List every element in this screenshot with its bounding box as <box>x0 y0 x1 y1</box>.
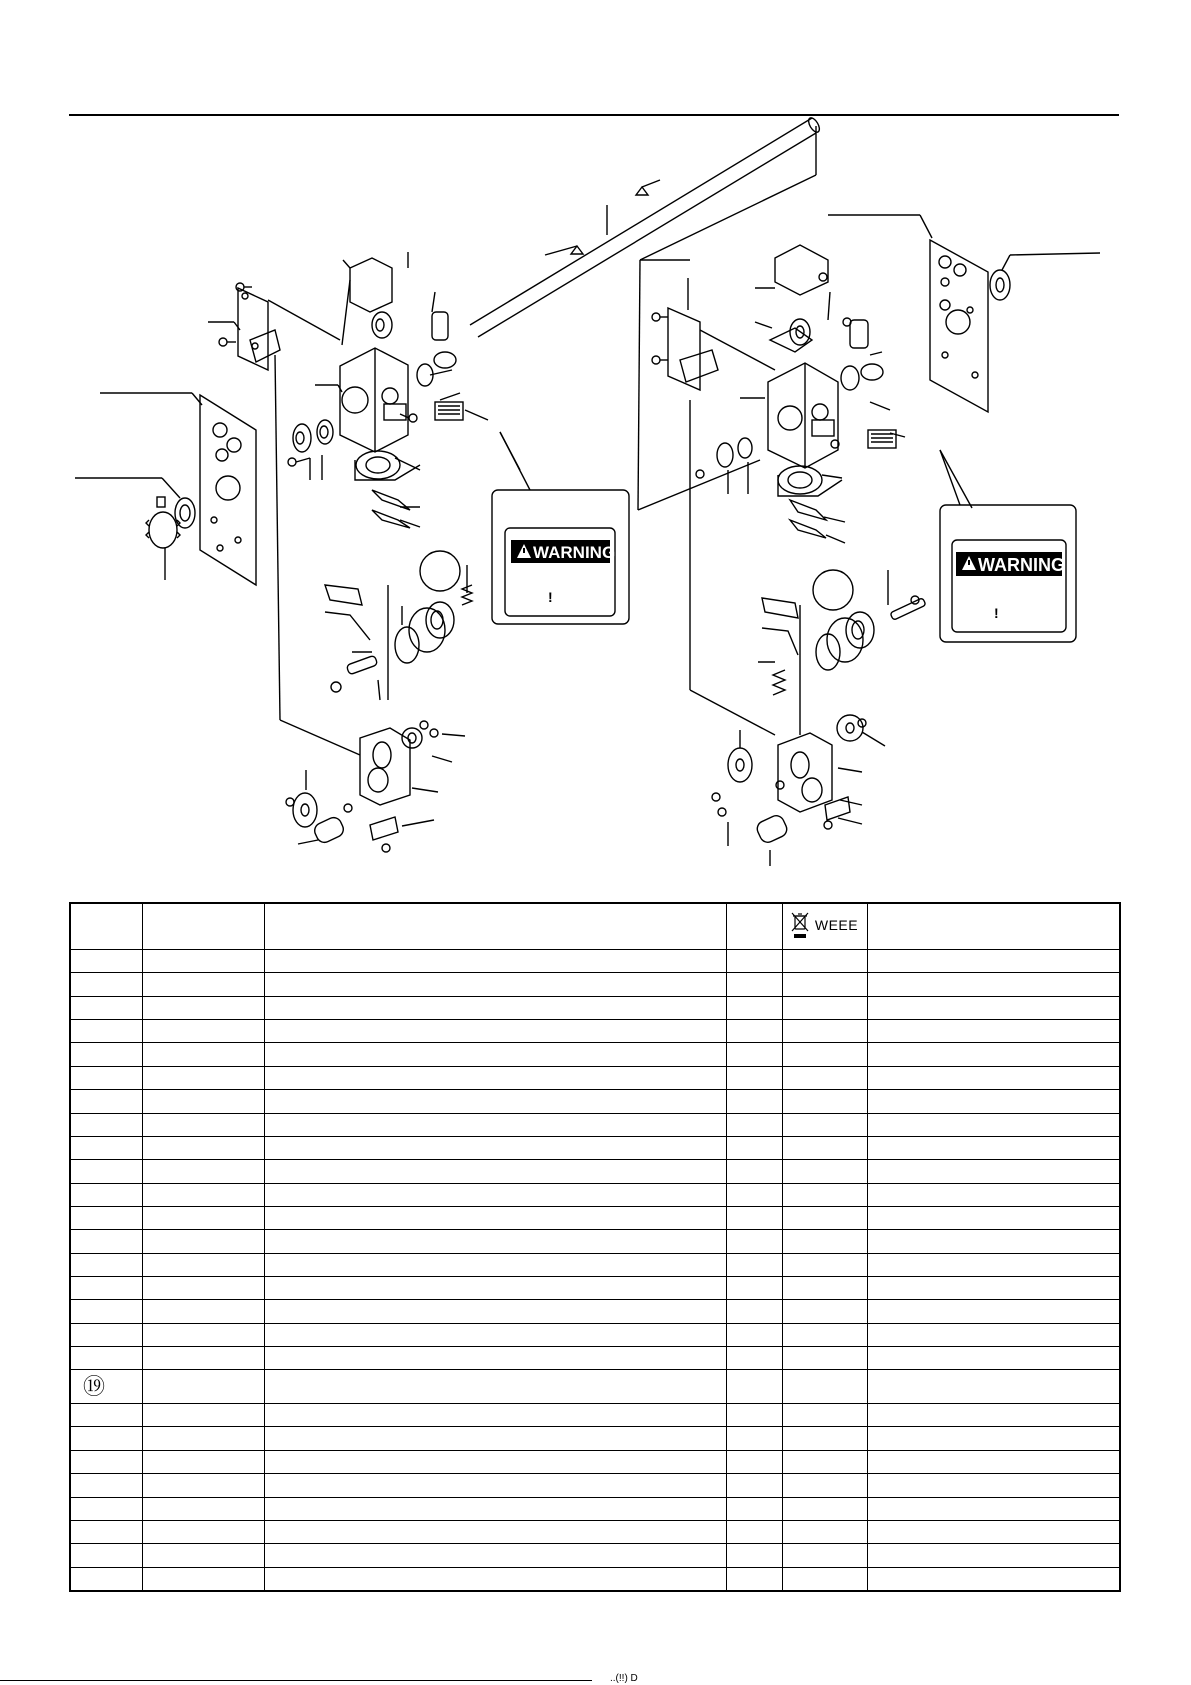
table-cell <box>264 1323 726 1346</box>
table-row <box>71 1567 1119 1590</box>
table-cell <box>726 1020 782 1043</box>
table-cell <box>867 950 1119 973</box>
table-cell <box>264 996 726 1019</box>
table-cell <box>142 1136 264 1159</box>
right-gearbox-housing <box>740 363 838 468</box>
item-number-cell <box>71 1427 142 1450</box>
table-row <box>71 1277 1119 1300</box>
table-cell <box>142 1474 264 1497</box>
table-cell <box>264 1020 726 1043</box>
item-number-cell <box>71 973 142 996</box>
table-cell <box>782 1450 867 1473</box>
table-cell <box>867 1450 1119 1473</box>
right-lower-parts <box>758 570 926 735</box>
table-cell <box>782 950 867 973</box>
table-cell <box>782 1497 867 1520</box>
table-cell <box>142 1347 264 1370</box>
table-cell <box>782 1277 867 1300</box>
table-cell <box>264 1520 726 1543</box>
table-cell <box>264 1404 726 1427</box>
table-row <box>71 1347 1119 1370</box>
item-number-cell <box>71 1450 142 1473</box>
table-cell <box>867 1206 1119 1229</box>
table-cell <box>264 1066 726 1089</box>
table-cell <box>726 1370 782 1404</box>
table-cell <box>264 1043 726 1066</box>
left-lower-parts <box>325 551 472 700</box>
right-bracket <box>668 278 775 735</box>
item-number: ⑲ <box>83 1373 106 1399</box>
table-cell <box>726 1497 782 1520</box>
table-cell <box>867 1300 1119 1323</box>
table-cell <box>782 1370 867 1404</box>
table-cell <box>726 950 782 973</box>
footer-text: ..(!!) D <box>610 1673 638 1684</box>
table-cell <box>782 1090 867 1113</box>
item-number-cell <box>71 1497 142 1520</box>
table-cell <box>867 1567 1119 1590</box>
table-cell <box>867 1427 1119 1450</box>
table-cell <box>142 1520 264 1543</box>
table-cell <box>726 1090 782 1113</box>
table-cell <box>264 950 726 973</box>
table-cell <box>726 1113 782 1136</box>
table-cell <box>726 1136 782 1159</box>
warning-body: ! <box>994 605 999 621</box>
table-cell <box>726 1230 782 1253</box>
table-cell <box>867 1404 1119 1427</box>
item-number-cell <box>71 1136 142 1159</box>
table-cell <box>264 1347 726 1370</box>
table-row <box>71 1427 1119 1450</box>
table-row <box>71 1450 1119 1473</box>
table-cell <box>867 1474 1119 1497</box>
table-row <box>71 1253 1119 1276</box>
item-number-cell <box>71 1300 142 1323</box>
table-cell <box>867 996 1119 1019</box>
table-cell <box>726 1206 782 1229</box>
table-cell <box>782 1230 867 1253</box>
table-cell <box>264 1370 726 1404</box>
table-cell <box>867 1160 1119 1183</box>
header-cell <box>71 904 142 950</box>
table-cell <box>142 1404 264 1427</box>
table-cell <box>142 950 264 973</box>
table-cell <box>867 1323 1119 1346</box>
table-row <box>71 1520 1119 1543</box>
table-cell <box>142 996 264 1019</box>
table-cell <box>142 1370 264 1404</box>
item-number-cell <box>71 1160 142 1183</box>
item-number-cell <box>71 1090 142 1113</box>
item-number-cell <box>71 1323 142 1346</box>
table-cell <box>142 1253 264 1276</box>
table-cell <box>264 1277 726 1300</box>
table-cell <box>726 1183 782 1206</box>
table-cell <box>867 1066 1119 1089</box>
drive-shaft <box>470 116 822 337</box>
left-pulley <box>355 451 420 528</box>
table-row <box>71 1474 1119 1497</box>
footer-rule <box>0 1680 592 1681</box>
table-cell <box>264 1427 726 1450</box>
parts-list-table <box>69 902 1121 1592</box>
item-number-cell <box>71 1474 142 1497</box>
item-number-cell <box>71 1347 142 1370</box>
table-cell <box>264 973 726 996</box>
table-cell <box>264 1253 726 1276</box>
table-cell <box>142 1230 264 1253</box>
header-cell <box>264 904 726 950</box>
table-cell <box>142 973 264 996</box>
table-row <box>71 1370 1119 1404</box>
table-row <box>71 1404 1119 1427</box>
table-row <box>71 996 1119 1019</box>
table-row <box>71 1090 1119 1113</box>
table-cell <box>726 1474 782 1497</box>
weee-label: WEEE <box>814 917 859 933</box>
table-cell <box>264 1544 726 1567</box>
table-cell <box>782 1520 867 1543</box>
table-cell <box>867 1136 1119 1159</box>
table-cell <box>867 1113 1119 1136</box>
table-cell <box>264 1497 726 1520</box>
table-cell <box>782 1323 867 1346</box>
table-cell <box>782 1253 867 1276</box>
item-number-cell <box>71 1520 142 1543</box>
item-number-cell <box>71 1020 142 1043</box>
item-number-cell <box>71 1066 142 1089</box>
table-cell <box>782 996 867 1019</box>
table-row <box>71 950 1119 973</box>
table-cell <box>142 1113 264 1136</box>
table-cell <box>264 1183 726 1206</box>
table-cell <box>726 1066 782 1089</box>
table-cell <box>782 1300 867 1323</box>
table-cell <box>782 1113 867 1136</box>
table-cell <box>142 1277 264 1300</box>
item-number-cell <box>71 1277 142 1300</box>
table-cell <box>726 1043 782 1066</box>
table-row <box>71 1544 1119 1567</box>
table-cell <box>867 1043 1119 1066</box>
right-side-plate <box>828 215 988 412</box>
table-cell <box>726 1253 782 1276</box>
table-row <box>71 1323 1119 1346</box>
table-cell <box>264 1136 726 1159</box>
table-cell <box>867 1497 1119 1520</box>
table-cell <box>782 1160 867 1183</box>
table-cell <box>142 1427 264 1450</box>
header-cell <box>867 904 1119 950</box>
table-cell <box>867 973 1119 996</box>
set-screws <box>545 180 660 255</box>
table-cell <box>867 1347 1119 1370</box>
table-cell <box>782 1066 867 1089</box>
item-number-cell <box>71 1567 142 1590</box>
table-cell <box>142 1183 264 1206</box>
table-cell <box>782 1183 867 1206</box>
table-cell <box>726 1323 782 1346</box>
item-number-cell <box>71 1404 142 1427</box>
left-gearbox-housing <box>315 348 408 452</box>
table-row <box>71 1230 1119 1253</box>
right-bearing <box>990 253 1100 300</box>
table-cell <box>867 1370 1119 1404</box>
table-cell <box>782 973 867 996</box>
left-bracket <box>208 288 360 755</box>
table-row <box>71 1043 1119 1066</box>
table-cell <box>726 1427 782 1450</box>
item-number-cell <box>71 1183 142 1206</box>
table-cell <box>782 1347 867 1370</box>
item-number-cell <box>71 1043 142 1066</box>
table-row <box>71 1066 1119 1089</box>
table-cell <box>142 1066 264 1089</box>
item-number-cell <box>71 1206 142 1229</box>
right-leader-lines <box>822 352 972 543</box>
table-cell <box>782 1427 867 1450</box>
table-cell <box>264 1090 726 1113</box>
crossed-bin-icon <box>791 911 809 939</box>
warning-body: ! <box>548 589 553 605</box>
table-row <box>71 1183 1119 1206</box>
item-number-cell <box>71 1544 142 1567</box>
table-cell <box>726 1520 782 1543</box>
table-row <box>71 1300 1119 1323</box>
table-cell <box>867 1090 1119 1113</box>
table-cell <box>782 1567 867 1590</box>
table-cell <box>142 1497 264 1520</box>
table-cell <box>264 1113 726 1136</box>
table-cell <box>867 1544 1119 1567</box>
table-row <box>71 1160 1119 1183</box>
right-lower-leader-lines <box>728 730 885 866</box>
table-cell <box>867 1230 1119 1253</box>
right-frame-outline <box>638 260 760 510</box>
table-row <box>71 1206 1119 1229</box>
table-cell <box>264 1300 726 1323</box>
table-cell <box>726 996 782 1019</box>
table-cell <box>726 1404 782 1427</box>
table-cell <box>142 1160 264 1183</box>
table-cell <box>867 1183 1119 1206</box>
table-cell <box>264 1450 726 1473</box>
item-number-cell <box>71 1253 142 1276</box>
table-cell <box>867 1520 1119 1543</box>
right-motor-mount <box>755 245 830 352</box>
table-row <box>71 1113 1119 1136</box>
table-cell <box>867 1020 1119 1043</box>
item-number-cell <box>71 1113 142 1136</box>
table-row <box>71 1020 1119 1043</box>
warning-heading: WARNING <box>978 555 1065 575</box>
left-warning-decal <box>435 402 463 420</box>
left-side-plate <box>100 393 256 585</box>
header-cell <box>142 904 264 950</box>
table-row <box>71 973 1119 996</box>
table-cell <box>782 1544 867 1567</box>
table-cell <box>726 973 782 996</box>
weee-header-cell <box>782 904 867 950</box>
table-cell <box>867 1253 1119 1276</box>
table-cell <box>726 1567 782 1590</box>
table-cell <box>142 1450 264 1473</box>
table-cell <box>142 1323 264 1346</box>
left-lower-housing <box>286 721 438 852</box>
item-number-cell <box>71 1230 142 1253</box>
item-number-cell <box>71 950 142 973</box>
right-warning-decal <box>868 430 896 448</box>
table-cell <box>264 1567 726 1590</box>
table-cell <box>867 1277 1119 1300</box>
table-cell <box>726 1277 782 1300</box>
table-cell <box>782 1136 867 1159</box>
item-number-cell <box>71 1370 142 1404</box>
table-cell <box>142 1043 264 1066</box>
left-motor-mount <box>342 258 392 345</box>
left-warning-sign <box>511 540 615 605</box>
table-cell <box>264 1230 726 1253</box>
table-cell <box>264 1206 726 1229</box>
table-cell <box>142 1544 264 1567</box>
table-cell <box>782 1404 867 1427</box>
table-header-row <box>71 904 1119 950</box>
table-cell <box>726 1300 782 1323</box>
table-cell <box>726 1544 782 1567</box>
table-cell <box>726 1347 782 1370</box>
table-cell <box>782 1474 867 1497</box>
table-row <box>71 1136 1119 1159</box>
table-cell <box>782 1206 867 1229</box>
table-cell <box>142 1020 264 1043</box>
warning-heading: WARNING <box>533 543 616 562</box>
table-cell <box>264 1474 726 1497</box>
right-lower-housing <box>712 715 866 845</box>
table-cell <box>264 1160 726 1183</box>
table-cell <box>142 1300 264 1323</box>
table-row <box>71 1497 1119 1520</box>
item-number-cell <box>71 996 142 1019</box>
right-warning-sign <box>956 552 1065 621</box>
left-lower-leader-lines <box>298 734 465 844</box>
header-cell <box>726 904 782 950</box>
table-cell <box>782 1020 867 1043</box>
table-cell <box>782 1043 867 1066</box>
table-cell <box>726 1450 782 1473</box>
left-leader-lines <box>395 252 530 527</box>
table-cell <box>726 1160 782 1183</box>
table-cell <box>142 1567 264 1590</box>
table-cell <box>142 1090 264 1113</box>
table-cell <box>142 1206 264 1229</box>
